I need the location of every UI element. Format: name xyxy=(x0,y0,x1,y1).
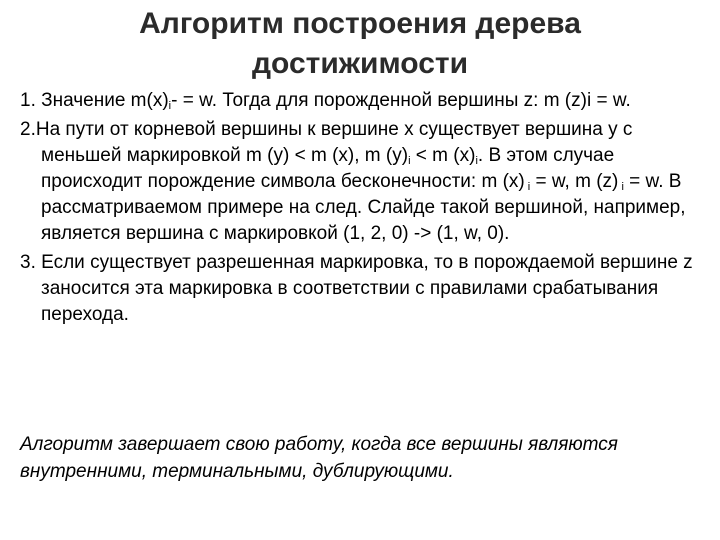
step-2-text-b: < m (x) xyxy=(410,145,476,166)
step-1 xyxy=(20,88,700,114)
step-1-subscript: i xyxy=(168,100,172,112)
step-3 xyxy=(20,250,700,328)
slide-title-line-1: Алгоритм построения дерева xyxy=(139,7,581,40)
algorithm-steps xyxy=(20,88,700,331)
step-2-text-a: 2.На пути от корневой вершины к вершине x существует вершина у с меньшей маркировкой m (y) < m (x), m (y) xyxy=(20,119,633,166)
step-2-text-d: = w, m (z) xyxy=(530,171,619,192)
step-2-subscript-2: i xyxy=(475,155,478,167)
step-2 xyxy=(20,117,700,247)
step-1-text-b: - = w. Тогда для порожденной вершины z: m (z)i = w. xyxy=(171,90,631,111)
step-2-subscript-3: i xyxy=(524,181,531,193)
slide-title xyxy=(60,4,660,84)
slide-title-line-2: достижимости xyxy=(251,47,469,80)
step-1-text-a: 1. Значение m(x) xyxy=(20,90,169,111)
step-2-subscript-1: i xyxy=(408,155,411,167)
step-3-text: 3. Если существует разрешенная маркировка, то в порождаемой вершине z заносится эта маркировка в соответствии с правилами срабатывания перехода. xyxy=(20,252,693,325)
step-2-text-c: . В этом случае происходит порождение символа бесконечности: m (x) xyxy=(41,145,615,192)
conclusion-text: Алгоритм завершает свою работу, когда все вершины являются внутренними, терминальными, дублирующими. xyxy=(20,434,618,482)
step-2-text-e: = w. В рассматриваемом примере на след. Слайде такой вершиной, например, является вершина с маркировкой (1, 2, 0) -> (1, w, 0). xyxy=(41,171,686,244)
step-2-subscript-4: i xyxy=(618,181,624,193)
